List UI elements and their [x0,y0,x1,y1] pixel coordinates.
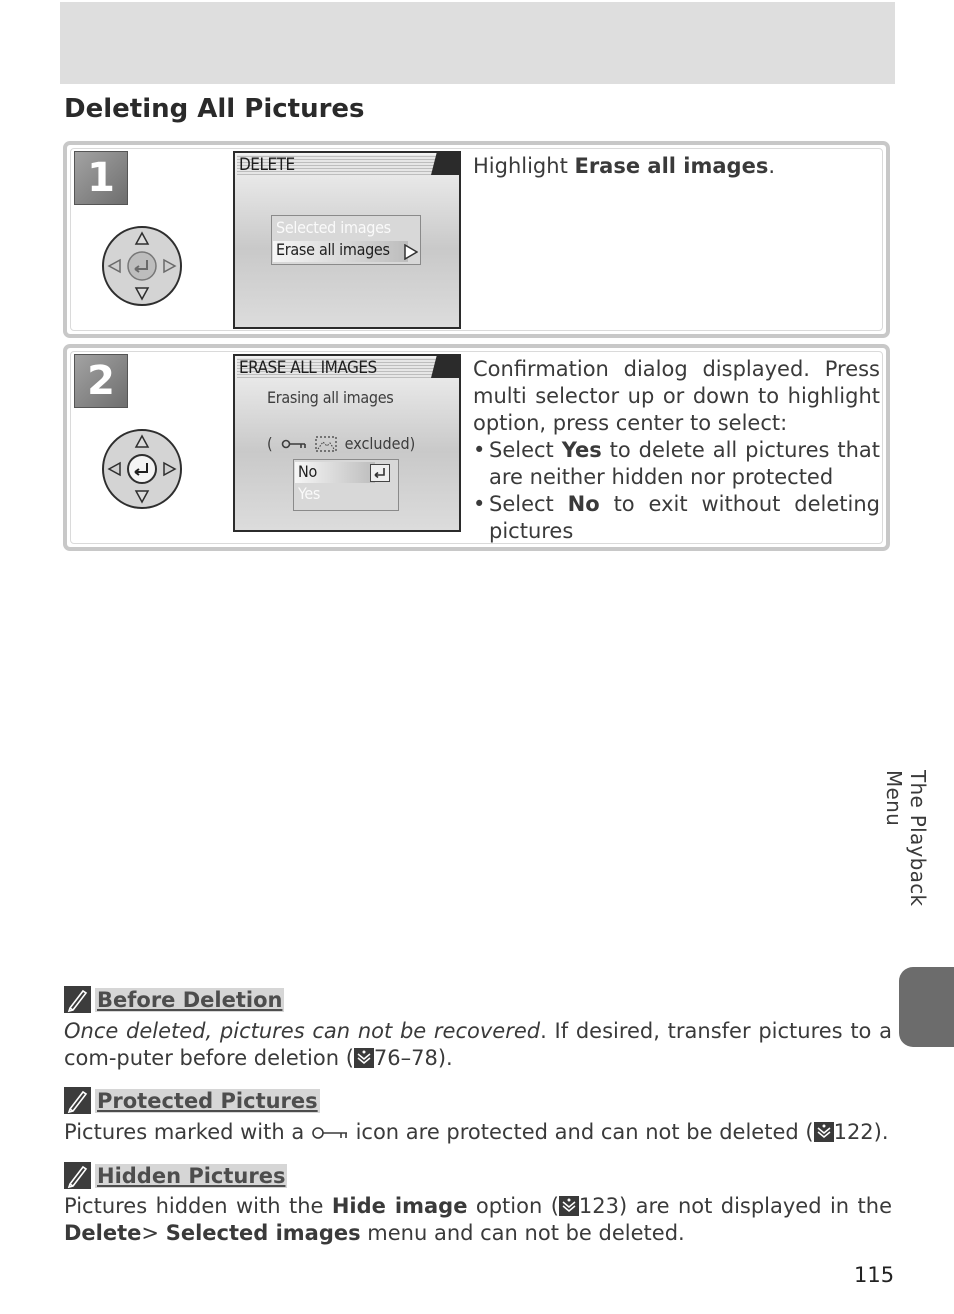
note-before-deletion-body: Once deleted, pictures can not be recovered. If desired, transfer pictures to a com-puter before deletion ( 76–78). [64,1019,892,1070]
screen-message: Erasing all images [267,388,394,407]
multi-selector-center-icon [101,428,183,510]
note-before-deletion-heading [64,986,284,1013]
header-band [60,2,895,84]
key-icon [311,1125,349,1141]
multi-selector-up-down-icon [101,225,183,307]
screen-excluded-line: ( excluded) [267,434,416,453]
reference-icon [354,1048,374,1068]
screen-menu [271,215,421,265]
highlight-option-name: Erase all images [574,154,769,178]
step-2-instructions: Confirmation dialog displayed. Press multi selector up or down to highlight option, press center to select: • Select Yes to delete all pictures that are neither hidden nor protected • Select No to exit without deleting pictures [473,357,880,543]
pencil-icon [64,986,91,1013]
enter-icon [370,464,390,482]
camera-screen-delete [233,151,461,329]
note-protected-pictures-body: Pictures marked with a icon are protected and can not be deleted ( 122). [64,1120,889,1144]
step-number: 2 [74,354,128,408]
section-side-label: The Playback Menu [882,770,930,907]
section-tab [899,967,954,1047]
page-number: 115 [854,1263,895,1287]
camera-screen-erase-all [233,354,461,532]
screen-menu [293,459,399,511]
note-protected-pictures-heading [64,1087,320,1114]
step-1-instructions: Highlight Erase all images. [473,154,776,178]
pencil-icon [64,1087,91,1114]
step-1-box [63,141,890,338]
step-2-box [63,344,890,551]
menu-item-erase-all-images: Erase all images [276,240,390,259]
note-title: Hidden Pictures [97,1163,286,1188]
screen-title: ERASE ALL IMAGES [239,358,377,378]
reference-icon [559,1196,579,1216]
bullet-no: • Select No to exit without deleting pictures [473,492,880,543]
key-icon [281,438,307,450]
step-number: 1 [74,151,128,205]
menu-item-selected-images: Selected images [276,218,391,237]
screen-title: DELETE [239,155,295,175]
reference-icon [814,1122,834,1142]
note-title: Before Deletion [97,987,283,1012]
note-hidden-pictures-body: Pictures hidden with the Hide image option ( 123) are not displayed in the Delete> Selected images menu and can not be deleted. [64,1194,892,1245]
right-arrow-icon [404,244,418,260]
pencil-icon [64,1162,91,1189]
note-hidden-pictures-heading [64,1162,287,1189]
menu-item-no: No [298,462,317,481]
bullet-yes: • Select Yes to delete all pictures that are neither hidden nor protected [473,438,880,489]
note-title: Protected Pictures [97,1088,318,1113]
page-title: Deleting All Pictures [64,94,365,124]
menu-item-yes: Yes [298,484,321,503]
hidden-image-icon [315,436,337,452]
